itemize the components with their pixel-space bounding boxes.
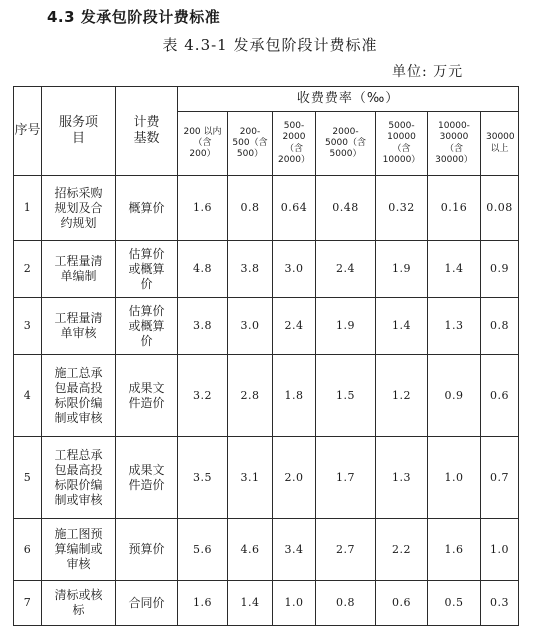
row-seq: 4 [14,355,42,437]
tier-header: 10000-30000（含 30000） [428,112,481,176]
table-row [14,519,519,581]
table-row [14,355,519,437]
table-title: 表 4.3-1 发承包阶段计费标准 [162,36,378,54]
row-service: 施工总承包最高投标限价编制或审核 [42,355,116,437]
tier-header: 500-2000（含 2000） [273,112,316,176]
rate-cell: 0.08 [481,176,519,241]
rate-cell: 0.16 [428,176,481,241]
rate-cell: 1.4 [376,298,428,355]
rate-cell: 1.3 [428,298,481,355]
row-basis: 成果文件造价 [116,355,178,437]
rate-cell: 3.0 [273,241,316,298]
rate-cell: 0.6 [376,581,428,626]
row-seq: 3 [14,298,42,355]
rate-cell: 0.9 [428,355,481,437]
row-service: 招标采购规划及合约规划 [42,176,116,241]
header-row-top [14,87,519,112]
section-title: 4.3 发承包阶段计费标准 [47,8,221,26]
rate-cell: 0.3 [481,581,519,626]
rate-cell: 4.6 [228,519,273,581]
rate-cell: 0.6 [481,355,519,437]
rate-cell: 1.3 [376,437,428,519]
table-row [14,298,519,355]
rate-cell: 0.8 [316,581,376,626]
rate-cell: 0.64 [273,176,316,241]
row-seq: 7 [14,581,42,626]
rate-cell: 3.8 [178,298,228,355]
table-row [14,176,519,241]
rate-cell: 1.4 [428,241,481,298]
rate-cell: 3.1 [228,437,273,519]
rate-cell: 1.6 [428,519,481,581]
row-seq: 1 [14,176,42,241]
rate-cell: 1.0 [481,519,519,581]
table-row [14,241,519,298]
rate-cell: 0.32 [376,176,428,241]
rate-cell: 0.7 [481,437,519,519]
rate-cell: 2.4 [316,241,376,298]
row-seq: 5 [14,437,42,519]
rate-cell: 0.8 [228,176,273,241]
row-service: 工程量清单审核 [42,298,116,355]
basis-header: 计费基数 [116,87,178,176]
table-row [14,581,519,626]
rate-cell: 2.0 [273,437,316,519]
rate-cell: 2.4 [273,298,316,355]
rate-cell: 3.2 [178,355,228,437]
table-row [14,437,519,519]
rate-cell: 1.0 [273,581,316,626]
row-basis: 估算价或概算价 [116,241,178,298]
rate-cell: 0.9 [481,241,519,298]
rate-cell: 3.8 [228,241,273,298]
tier-header: 200 以内（含 200） [178,112,228,176]
rate-cell: 0.8 [481,298,519,355]
rate-cell: 2.2 [376,519,428,581]
rate-cell: 1.7 [316,437,376,519]
rate-cell: 3.4 [273,519,316,581]
row-basis: 概算价 [116,176,178,241]
row-service: 工程量清单编制 [42,241,116,298]
rate-cell: 5.6 [178,519,228,581]
rate-cell: 4.8 [178,241,228,298]
rate-cell: 1.5 [316,355,376,437]
rate-cell: 1.2 [376,355,428,437]
row-service: 施工图预算编制或审核 [42,519,116,581]
rate-group-header: 收费费率（‰） [178,87,519,112]
rate-cell: 3.5 [178,437,228,519]
fee-table [13,86,519,626]
tier-header: 5000-10000（含 10000） [376,112,428,176]
rate-cell: 0.5 [428,581,481,626]
rate-cell: 2.8 [228,355,273,437]
rate-cell: 2.7 [316,519,376,581]
rate-cell: 1.9 [316,298,376,355]
tier-header: 200-500（含 500） [228,112,273,176]
row-basis: 成果文件造价 [116,437,178,519]
row-seq: 6 [14,519,42,581]
row-basis: 预算价 [116,519,178,581]
rate-cell: 1.6 [178,581,228,626]
rate-cell: 1.6 [178,176,228,241]
row-basis: 合同价 [116,581,178,626]
service-header: 服务项目 [42,87,116,176]
rate-cell: 0.48 [316,176,376,241]
rate-cell: 3.0 [228,298,273,355]
tier-header: 2000-5000（含 5000） [316,112,376,176]
row-basis: 估算价或概算价 [116,298,178,355]
tier-header: 30000 以上 [481,112,519,176]
row-seq: 2 [14,241,42,298]
rate-cell: 1.8 [273,355,316,437]
row-service: 清标或核标 [42,581,116,626]
rate-cell: 1.9 [376,241,428,298]
row-service: 工程总承包最高投标限价编制或审核 [42,437,116,519]
rate-cell: 1.0 [428,437,481,519]
seq-header: 序号 [14,87,42,176]
rate-cell: 1.4 [228,581,273,626]
unit-label: 单位: 万元 [392,64,464,80]
